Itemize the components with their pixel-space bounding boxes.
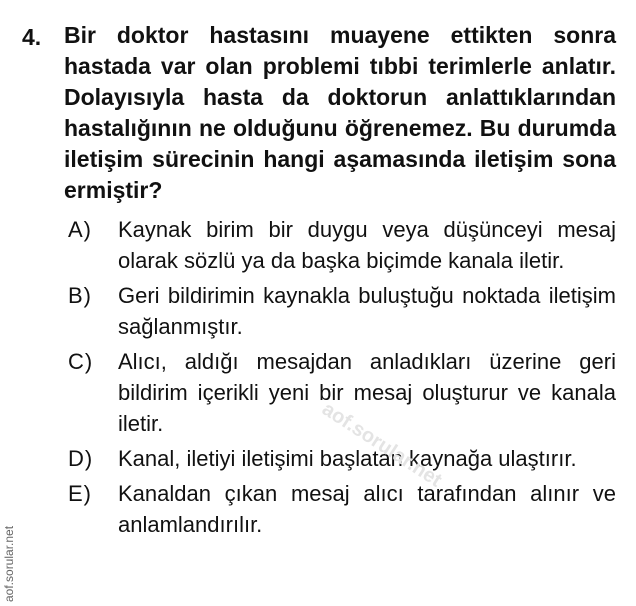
option-a-letter: A): [68, 217, 92, 242]
question-number: 4.: [22, 24, 42, 50]
option-b-text: Geri bildirimin kaynakla buluştuğu noktada iletişim sağlanmıştır.: [118, 283, 616, 339]
option-d-text: Kanal, iletiyi iletişimi başlatan kaynağa ulaştırır.: [118, 446, 577, 471]
question-stem: Bir doktor hastasını muayene ettikten sonra hastada var olan problemi tıbbi terimlerle anlatır. Dolayısıyla hasta da doktorun anlattıklarından hastalığının ne olduğunu öğrenemez. Bu durumda iletişim sürecinin hangi aşamasında iletişim sona ermiştir?: [64, 22, 616, 203]
side-watermark: aof.sorular.net: [2, 525, 16, 602]
option-e-letter: E): [68, 481, 92, 506]
option-e-text: Kanaldan çıkan mesaj alıcı tarafından alınır ve anlamlandırılır.: [118, 481, 616, 537]
option-a[interactable]: [68, 214, 616, 276]
option-a-text: Kaynak birim bir duygu veya düşünceyi mesaj olarak sözlü ya da başka biçimde kanala iletir.: [118, 217, 616, 273]
option-e[interactable]: [68, 478, 616, 540]
option-b[interactable]: [68, 280, 616, 342]
option-c-letter: C): [68, 349, 94, 374]
option-b-letter: B): [68, 283, 92, 308]
diagonal-watermark: aof.sorular.net: [318, 398, 446, 492]
option-d[interactable]: [68, 443, 616, 474]
option-d-letter: D): [68, 446, 94, 471]
option-c[interactable]: [68, 346, 616, 439]
option-c-text: Alıcı, aldığı mesajdan anladıkları üzerine geri bildirim içerikli yeni bir mesaj oluşturur ve kanala iletir.: [118, 349, 616, 436]
answer-options: [68, 214, 616, 544]
